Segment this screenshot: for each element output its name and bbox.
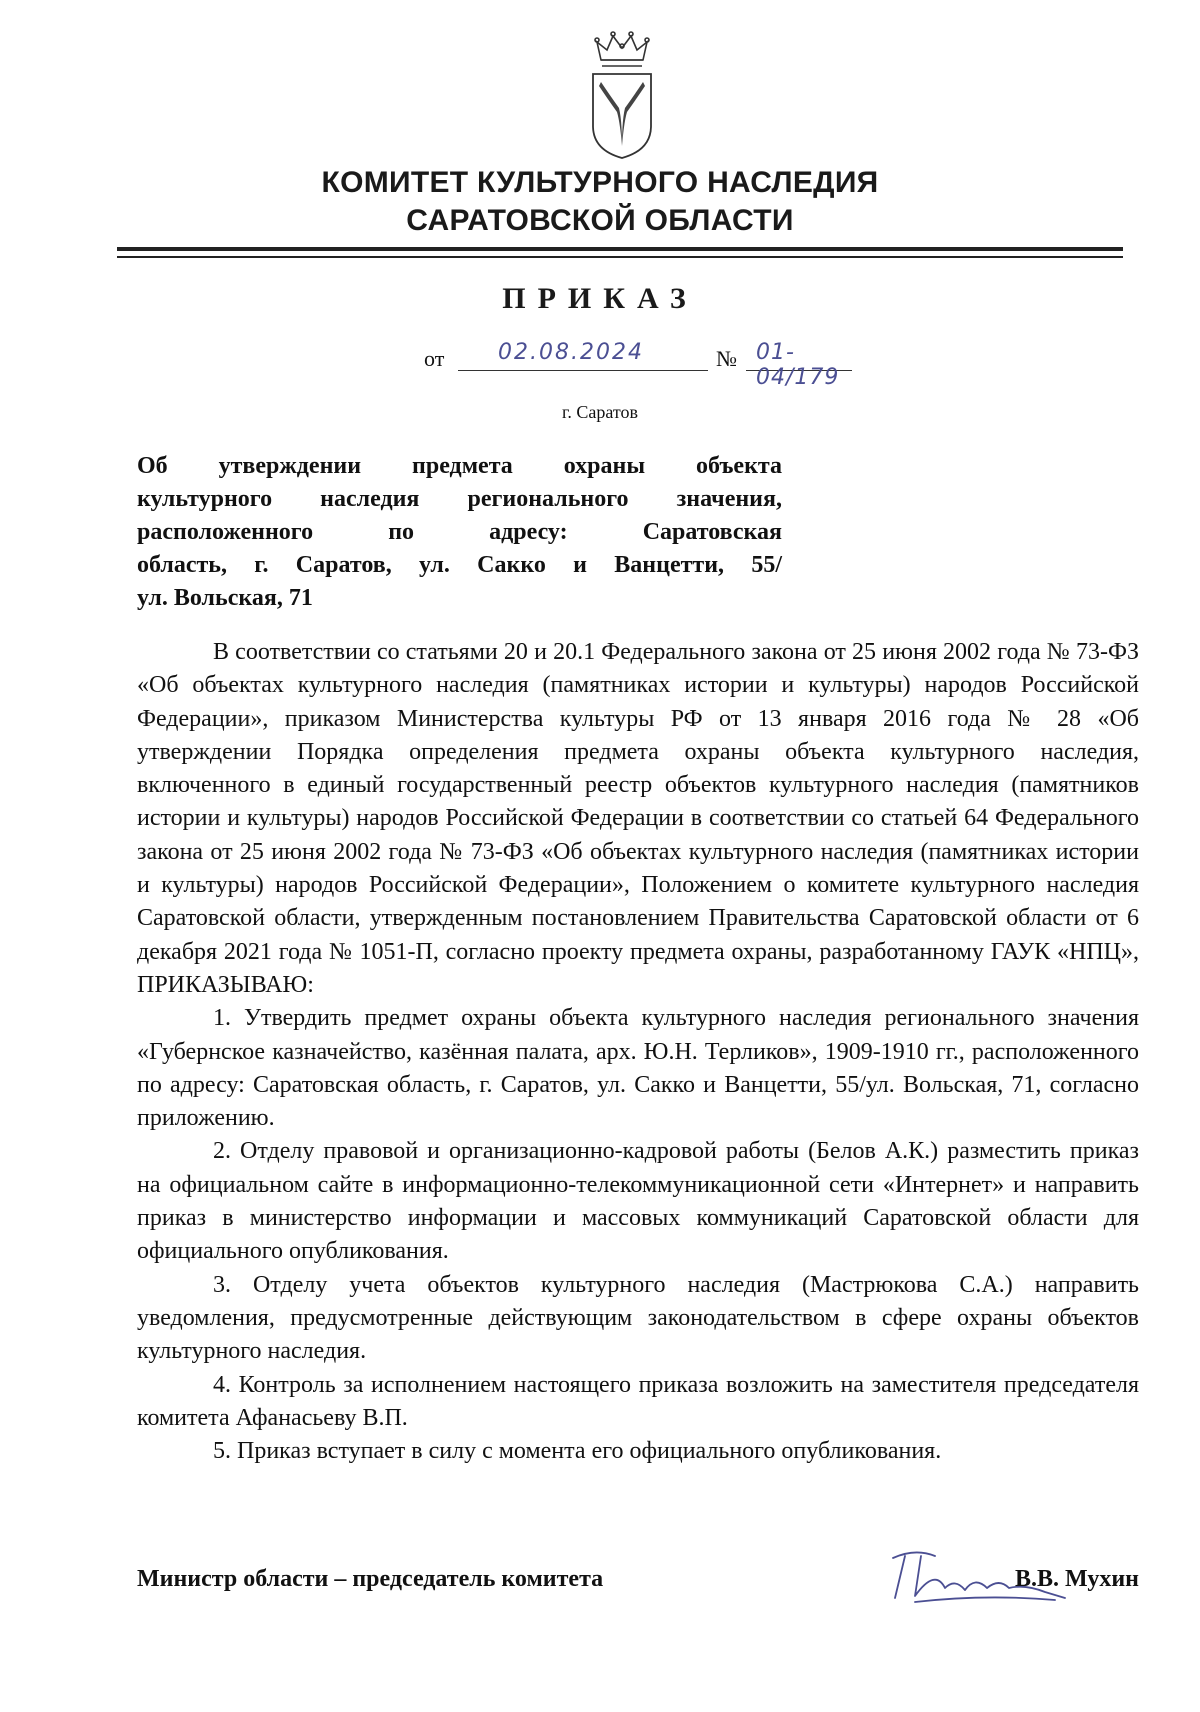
organization-name-line1: КОМИТЕТ КУЛЬТУРНОГО НАСЛЕДИЯ bbox=[321, 166, 879, 199]
header-divider-thin bbox=[117, 256, 1123, 258]
signatory-position: Министр области – председатель комитета bbox=[137, 1566, 604, 1592]
document-title: ПРИКАЗ bbox=[502, 282, 698, 315]
order-item: 3. Отделу учета объектов культурного наследия (Мастрюкова С.А.) направить уведомления, предусмотренные действующим законодательством в сфере охраны объектов культурного наследия. bbox=[137, 1271, 1139, 1365]
number-field bbox=[746, 340, 852, 390]
city-name: г. Саратов bbox=[562, 402, 638, 422]
subject-line: расположенного по адресу: Саратовская bbox=[137, 519, 782, 545]
subject-line: область, г. Саратов, ул. Сакко и Ванцетти, 55/ bbox=[137, 552, 782, 578]
preamble-paragraph: В соответствии со статьями 20 и 20.1 Федерального закона от 25 июня 2002 года № 73-ФЗ «Об объектах культурного наследия (памятниках истории и культуры) народов Российской Федерации», приказом Министерства культуры РФ от 13 января 2016 года № 28 «Об утверждении Порядка определения предмета охраны объекта культурного наследия, включенного в единый государственный реестр объектов культурного наследия (памятников истории и культуры) народов Российской Федерации в соответствии со статьей 64 Федерального закона от 25 июня 2002 года № 73-ФЗ «Об объектах культурного наследия (памятниках истории и культуры) народов Российской Федерации», Положением о комитете культурного наследия Саратовской области, утвержденным постановлением Правительства Саратовской области от 6 декабря 2021 года № 1051-П, согласно проекту предмета охраны, разработанному ГАУК «НПЦ», ПРИКАЗЫВАЮ: bbox=[137, 639, 1139, 998]
order-item: 2. Отделу правовой и организационно-кадровой работы (Белов А.К.) разместить приказ на официальном сайте в информационно-телекоммуникационной сети «Интернет» и направить приказ в министерство информации и массовых коммуникаций Саратовской области для официального опубликования. bbox=[137, 1138, 1139, 1265]
subject-line: ул. Вольская, 71 bbox=[137, 585, 313, 611]
signature-block bbox=[137, 1556, 1139, 1606]
header-divider-thick bbox=[117, 247, 1123, 251]
organization-name-line2: САРАТОВСКОЙ ОБЛАСТИ bbox=[406, 204, 794, 237]
subject-line: Об утверждении предмета охраны объекта bbox=[137, 453, 782, 479]
number-label: № bbox=[716, 346, 737, 371]
date-value: 02.08.2024 bbox=[498, 340, 644, 365]
order-item: 1. Утвердить предмет охраны объекта культурного наследия регионального значения «Губернское казначейство, казённая палата, арх. Ю.Н. Терликов», 1909-1910 гг., расположенного по адресу: Саратовская область, г. Саратов, ул. Сакко и Ванцетти, 55/ул. Вольская, 71, согласно приложению. bbox=[137, 1005, 1139, 1132]
signatory-name: В.В. Мухин bbox=[1014, 1566, 1139, 1592]
coat-of-arms-emblem bbox=[587, 30, 657, 162]
order-item: 4. Контроль за исполнением настоящего приказа возложить на заместителя председателя комитета Афанасьеву В.П. bbox=[137, 1371, 1139, 1431]
date-label: от bbox=[424, 346, 445, 371]
order-subject bbox=[137, 450, 782, 615]
order-body bbox=[137, 636, 1139, 1468]
date-field bbox=[458, 340, 708, 371]
subject-line: культурного наследия регионального значения, bbox=[137, 486, 782, 512]
order-item: 5. Приказ вступает в силу с момента его официального опубликования. bbox=[213, 1438, 942, 1465]
number-value: 01-04/179 bbox=[756, 340, 840, 390]
